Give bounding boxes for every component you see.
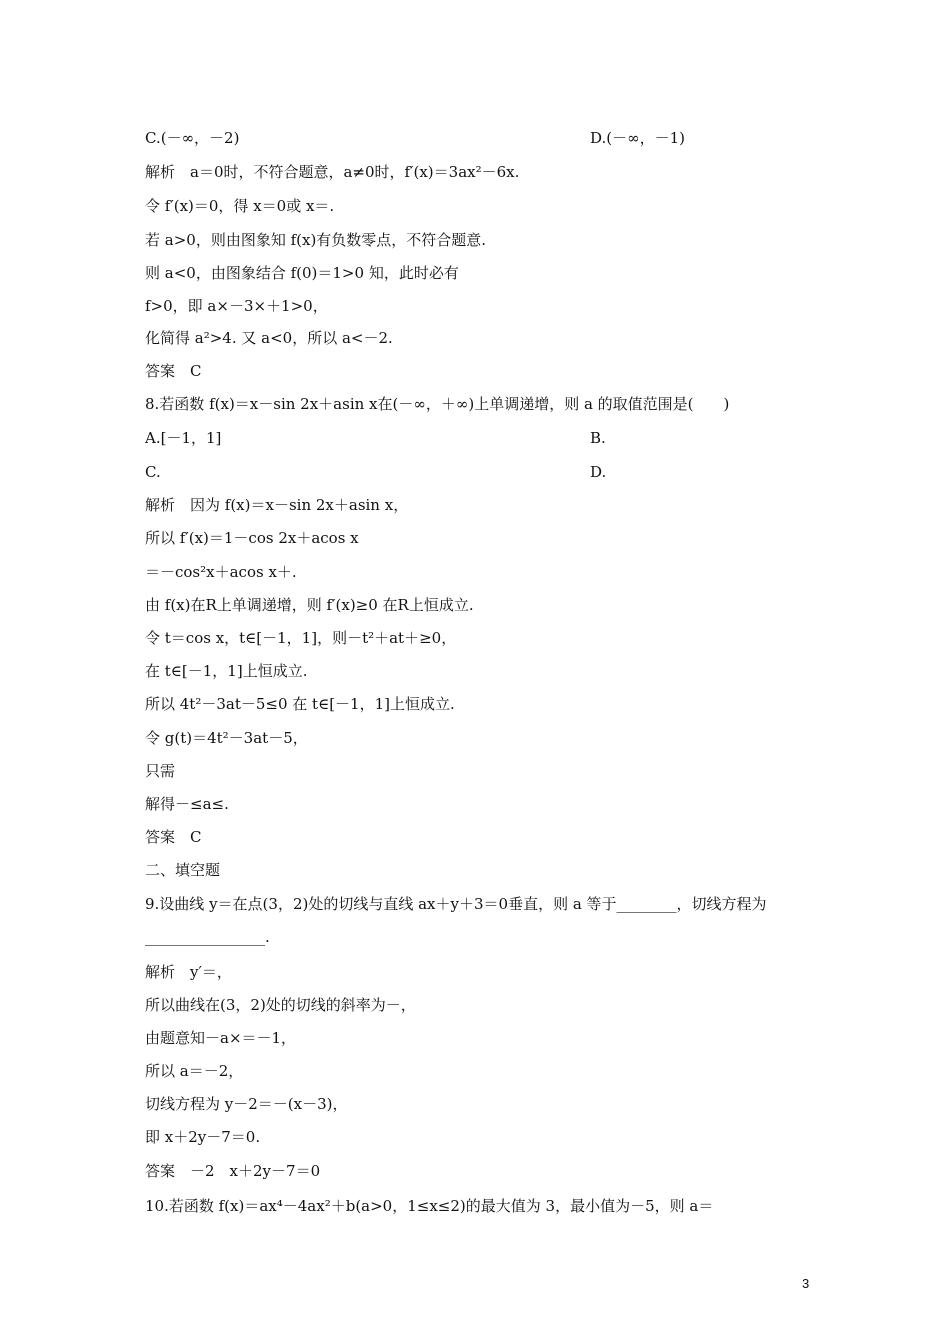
answer-line: 答案 C [145,362,202,380]
text-line: 即 x＋2y－7＝0. [145,1128,261,1146]
answer-line: 答案 －2 x＋2y－7＝0 [145,1162,321,1180]
text-line: 所以 f′(x)＝1－cos 2x＋acos x [145,529,359,547]
text-line: 由题意知－a×＝－1， [145,1029,297,1047]
option-c: C. [145,463,161,481]
section-heading: 二、填空题 [145,861,221,879]
text-line: 所以曲线在(3，2)处的切线的斜率为－， [145,996,416,1014]
answer-line: 答案 C [145,828,202,846]
option-row [145,128,686,148]
text-line: 令 f′(x)＝0，得 x＝0或 x＝. [145,197,335,215]
text-line: 令 t＝cos x，t∈[－1，1]，则－t²＋at＋≥0， [145,629,457,647]
text-line: 由 f(x)在R上单调递增，则 f′(x)≥0 在R上恒成立. [145,596,474,614]
text-line: 只需 [145,762,176,780]
text-line: 所以 a＝－2， [145,1062,244,1080]
option-b: B. [590,429,606,447]
page-number: 3 [802,1276,810,1291]
question-8: 8.若函数 f(x)＝x－sin 2x＋asin x在(－∞，＋∞)上单调递增，则 a 的取值范围是( ) [145,395,730,413]
text-line: 在 t∈[－1，1]上恒成立. [145,662,308,680]
text-line: 解析 因为 f(x)＝x－sin 2x＋asin x， [145,496,409,514]
text-line: ＝－cos²x＋acos x＋. [145,563,297,581]
option-a: A.[－1，1] [145,429,222,447]
option-row [145,428,606,448]
question-10: 10.若函数 f(x)＝ax⁴－4ax²＋b(a>0，1≤x≤2)的最大值为 3，最小值为－5，则 a＝ [145,1197,714,1215]
option-c: C.(－∞，－2) [145,129,240,147]
text-line: 解析 y′＝， [145,963,232,981]
text-line: 化简得 a²>4. 又 a<0，所以 a<－2. [145,329,393,347]
text-line: f>0，即 a×－3×＋1>0， [145,297,328,315]
text-line: 切线方程为 y－2＝－(x－3)， [145,1095,348,1113]
text-line: 令 g(t)＝4t²－3at－5， [145,729,308,747]
option-d: D. [590,463,607,481]
text-line: 若 a>0，则由图象知 f(x)有负数零点，不符合题意. [145,231,487,249]
answer-blank: ________________. [145,928,270,946]
question-9: 9.设曲线 y＝在点(3，2)处的切线与直线 ax＋y＋3＝0垂直，则 a 等于________，切线方程为 [145,895,767,913]
option-d: D.(－∞，－1) [590,129,686,147]
text-line: 则 a<0，由图象结合 f(0)＝1>0 知，此时必有 [145,264,459,282]
text-line: 所以 4t²－3at－5≤0 在 t∈[－1，1]上恒成立. [145,695,455,713]
text-line: 解得－≤a≤. [145,795,229,813]
option-row [145,462,607,482]
text-line: 解析 a＝0时，不符合题意，a≠0时，f′(x)＝3ax²－6x. [145,163,520,181]
